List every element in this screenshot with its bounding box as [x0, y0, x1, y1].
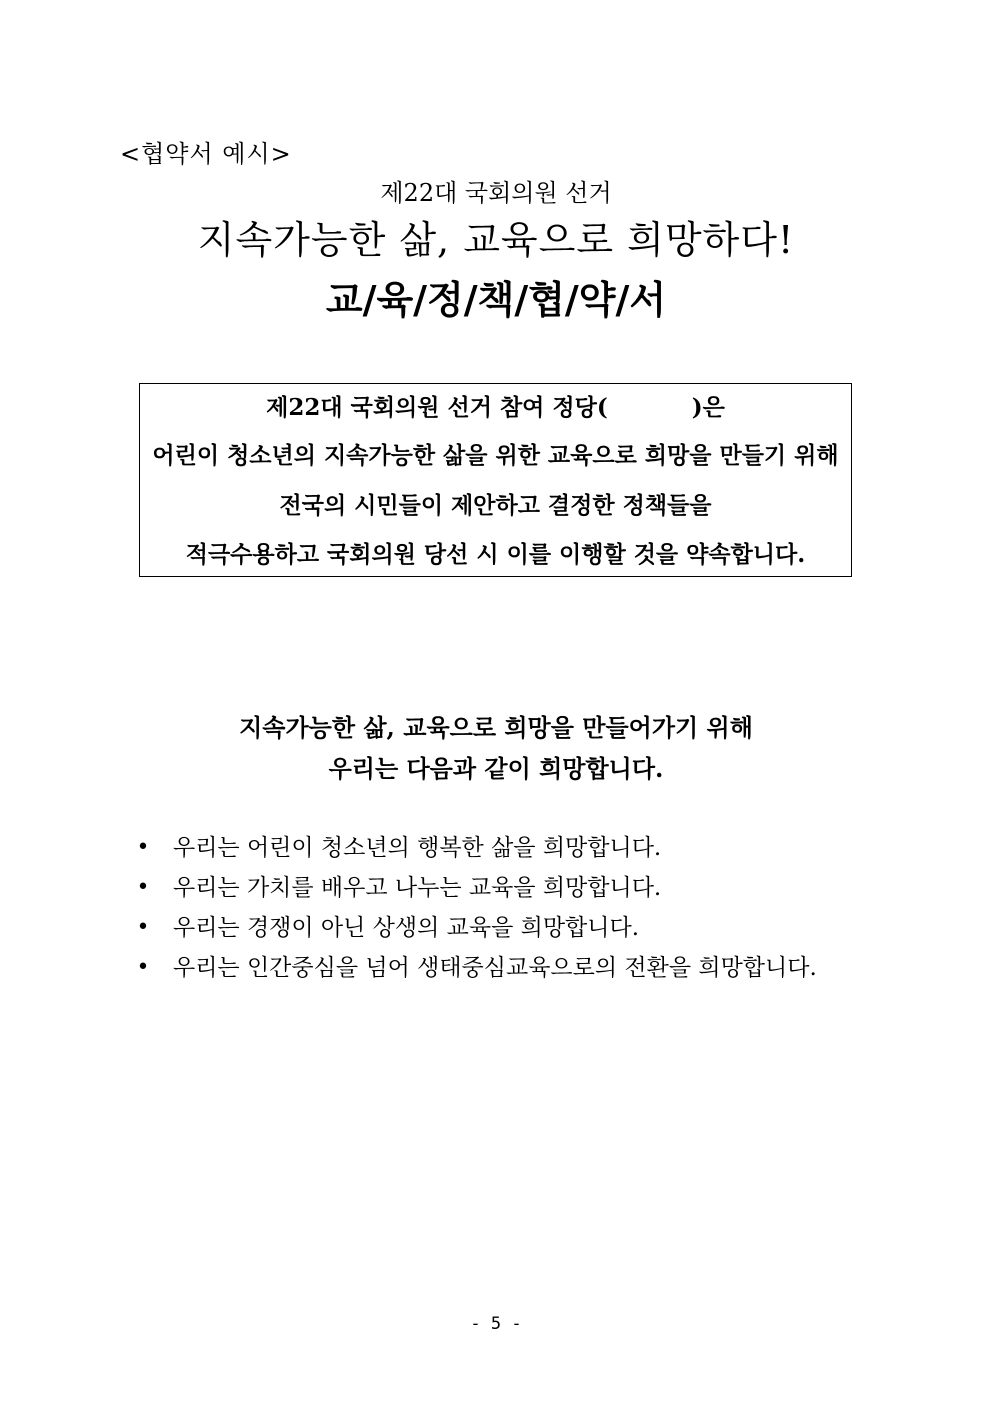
hope-item-text: 우리는 가치를 배우고 나누는 교육을 희망합니다.	[173, 875, 662, 901]
hope-heading-line-1: 지속가능한 삶, 교육으로 희망을 만들어가기 위해	[239, 713, 753, 742]
bullet-icon: •	[136, 915, 150, 940]
hope-item-text: 우리는 경쟁이 아닌 상생의 교육을 희망합니다.	[173, 915, 640, 941]
bullet-icon: •	[136, 875, 150, 900]
pledge-line-promise: 적극수용하고 국회의원 당선 시 이를 이행할 것을 약속합니다.	[185, 541, 806, 568]
hope-list-item	[133, 950, 873, 990]
pledge-line-party-suffix: )은	[691, 394, 725, 421]
hope-item-text: 우리는 어린이 청소년의 행복한 삶을 희망합니다.	[173, 835, 662, 861]
document-title: 교/육/정/책/협/약/서	[325, 277, 667, 322]
pledge-line-party	[140, 392, 851, 424]
hope-item-text: 우리는 인간중심을 넘어 생태중심교육으로의 전환을 희망합니다.	[173, 955, 817, 981]
bullet-icon: •	[136, 955, 150, 980]
hope-list-item	[133, 830, 873, 870]
pledge-line-party-prefix: 제22대 국회의원 선거 참여 정당(	[266, 394, 608, 421]
pledge-line-citizens: 전국의 시민들이 제안하고 결정한 정책들을	[279, 492, 712, 519]
hope-list	[133, 830, 873, 990]
slogan-heading: 지속가능한 삶, 교육으로 희망하다!	[197, 218, 795, 262]
example-label: <협약서 예시>	[120, 140, 292, 168]
pledge-line-purpose: 어린이 청소년의 지속가능한 삶을 위한 교육으로 희망을 만들기 위해	[152, 442, 839, 469]
page-number: - 5 -	[470, 1314, 522, 1334]
bullet-icon: •	[136, 835, 150, 860]
hope-list-item	[133, 870, 873, 910]
hope-list-item	[133, 910, 873, 950]
election-title: 제22대 국회의원 선거	[380, 179, 612, 207]
hope-heading-line-2: 우리는 다음과 같이 희망합니다.	[328, 754, 664, 783]
pledge-box	[139, 383, 852, 577]
